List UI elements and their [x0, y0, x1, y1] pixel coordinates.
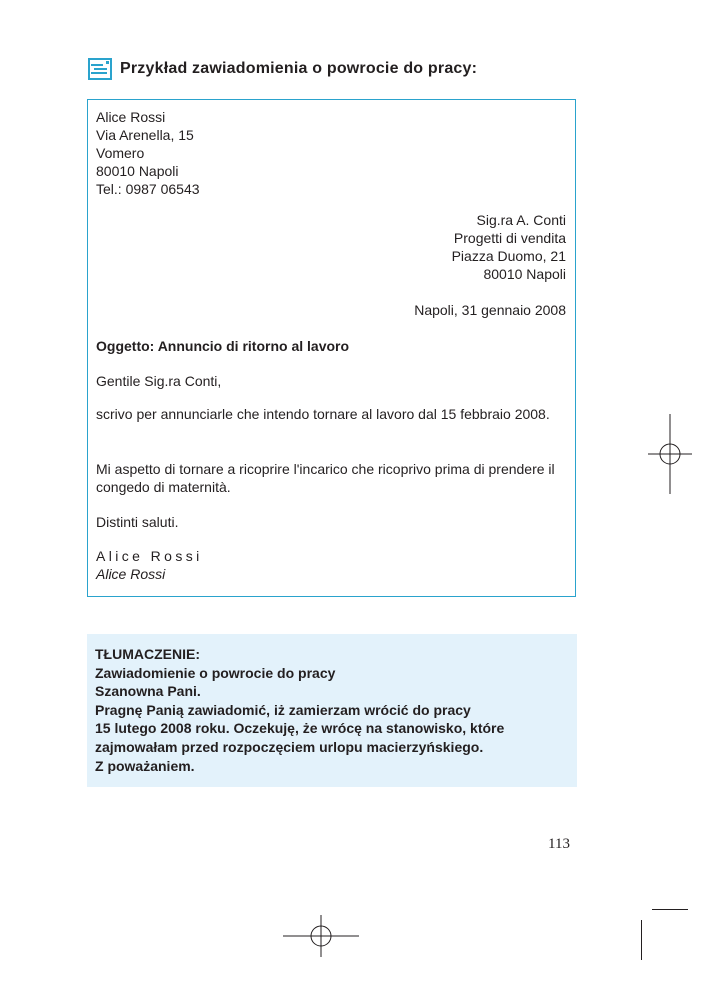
page-number: 113: [548, 836, 570, 852]
recipient-department: Progetti di vendita: [453, 230, 566, 246]
signature-typed: Alice Rossi: [96, 548, 203, 564]
crop-mark: [641, 920, 642, 960]
sender-name: Alice Rossi: [96, 109, 166, 125]
crop-mark: [652, 909, 688, 910]
sender-address: [96, 108, 200, 198]
document-lines-icon: [88, 58, 112, 80]
translation-line: 15 lutego 2008 roku. Oczekuję, że wrócę na stanowisko, które: [95, 720, 505, 737]
sender-street: Via Arenella, 15: [96, 127, 194, 143]
translation-heading: TŁUMACZENIE:: [95, 646, 200, 662]
translation-line: Pragnę Panią zawiadomić, iż zamierzam wrócić do pracy: [95, 701, 471, 718]
translation-line: Szanowna Pani.: [95, 683, 201, 700]
signature-handwritten: Alice Rossi: [96, 566, 166, 582]
registration-mark-icon: [283, 915, 359, 957]
letter-example-box: [87, 99, 576, 597]
letter-subject: Oggetto: Annuncio di ritorno al lavoro: [96, 338, 350, 354]
letter-closing: Distinti saluti.: [96, 514, 179, 530]
letter-paragraph: scrivo per annunciarle che intendo tornare al lavoro dal 15 febbraio 2008.: [96, 406, 550, 422]
section-header: [88, 57, 477, 81]
section-title: Przykład zawiadomienia o powrocie do pracy:: [120, 60, 478, 77]
letter-greeting: Gentile Sig.ra Conti,: [96, 373, 222, 389]
recipient-address: [452, 211, 566, 283]
letter-date: Napoli, 31 gennaio 2008: [414, 302, 566, 318]
sender-city: 80010 Napoli: [96, 163, 179, 179]
translation-line: Zawiadomienie o powrocie do pracy: [95, 664, 336, 681]
translation-line: zajmowałam przed rozpoczęciem urlopu macierzyńskiego.: [95, 738, 484, 755]
registration-mark-icon: [648, 414, 692, 494]
translation-line: Z poważaniem.: [95, 757, 195, 774]
letter-paragraph: Mi aspetto di tornare a ricoprire l'incarico che ricoprivo prima di prendere il congedo di maternità.: [96, 461, 555, 495]
recipient-name: Sig.ra A. Conti: [476, 212, 566, 228]
sender-district: Vomero: [96, 145, 145, 161]
sender-phone: Tel.: 0987 06543: [96, 181, 200, 197]
recipient-street: Piazza Duomo, 21: [451, 248, 566, 264]
translation-box: [87, 634, 577, 787]
recipient-city: 80010 Napoli: [483, 266, 566, 282]
